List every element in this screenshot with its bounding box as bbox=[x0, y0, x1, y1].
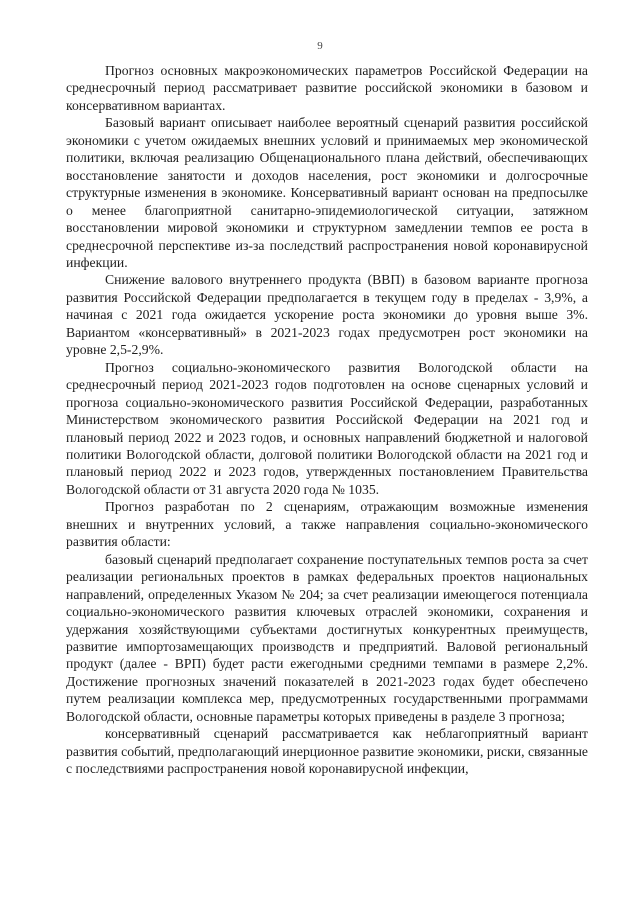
paragraph-two-scenarios: Прогноз разработан по 2 сценариям, отражающим возможные изменения внешних и внутренних условий, а также направления социально-экономического развития области: bbox=[66, 499, 588, 550]
paragraph-base-scenario: базовый сценарий предполагает сохранение поступательных темпов роста за счет реализации региональных проектов в рамках федеральных проектов национальных направлений, определенных Указом № 204; за счет реализации имеющегося потенциала социально-экономического развития ключевых отраслей экономики, сохранения и удержания хозяйствующими субъектами достигнутых конкурентных преимуществ, развитие импортозамещающих производств и предприятий. Валовой региональный продукт (далее - ВРП) будет расти ежегодными средними темпами в размере 2,2%. Достижение прогнозных значений показателей в 2021-2023 годах будет обеспечено путем реализации комплекса мер, предусмотренных государственными программами Вологодской области, основные параметры которых приведены в разделе 3 прогноза; bbox=[66, 551, 588, 724]
paragraph-regional-forecast: Прогноз социально-экономического развития Вологодской области на среднесрочный период 2021-2023 годов подготовлен на основе сценарных условий и прогноза социально-экономического развития Российской Федерации, разработанных Министерством экономического развития Российской Федерации на 2021 год и плановый период 2022 и 2023 годов, и основных направлений бюджетной и налоговой политики Вологодской области, долговой политики Вологодской области на 2021 год и плановый период 2022 и 2023 годов, утвержденных постановлением Правительства Вологодской области от 31 августа 2020 года № 1035. bbox=[66, 359, 588, 497]
page-number: 9 bbox=[317, 40, 323, 52]
paragraph-gdp-decline: Снижение валового внутреннего продукта (ВВП) в базовом варианте прогноза развития Российской Федерации предполагается в текущем году в пределах - 3,9%, а начиная с 2021 года ожидается ускорение роста экономики до уровня выше 3%. Вариантом «консервативный» в 2021-2023 годах предусмотрен рост экономики на уровне 2,5-2,9%. bbox=[66, 272, 588, 358]
paragraph-base-variant: Базовый вариант описывает наиболее вероятный сценарий развития российской экономики с учетом ожидаемых внешних условий и принимаемых мер экономической политики, включая реализацию Общенационального плана действий, обеспечивающих восстановление занятости и доходов населения, рост экономики и долгосрочные структурные изменения в экономике. Консервативный вариант основан на предпосылке о менее благоприятной санитарно-эпидемиологической ситуации, затяжном восстановлении мировой экономики и структурном замедлении темпов ее роста в среднесрочной перспективе из-за последствий распространения новой коронавирусной инфекции. bbox=[66, 115, 588, 270]
paragraph-macro-forecast: Прогноз основных макроэкономических параметров Российской Федерации на среднесрочный период рассматривает развитие российской экономики в базовом и консервативном вариантах. bbox=[66, 63, 588, 113]
paragraph-conservative-scenario: консервативный сценарий рассматривается как неблагоприятный вариант развития событий, предполагающий инерционное развитие экономики, риски, связанные с последствиями распространения новой коронавирусной инфекции, bbox=[66, 726, 588, 777]
document-body bbox=[66, 62, 588, 778]
